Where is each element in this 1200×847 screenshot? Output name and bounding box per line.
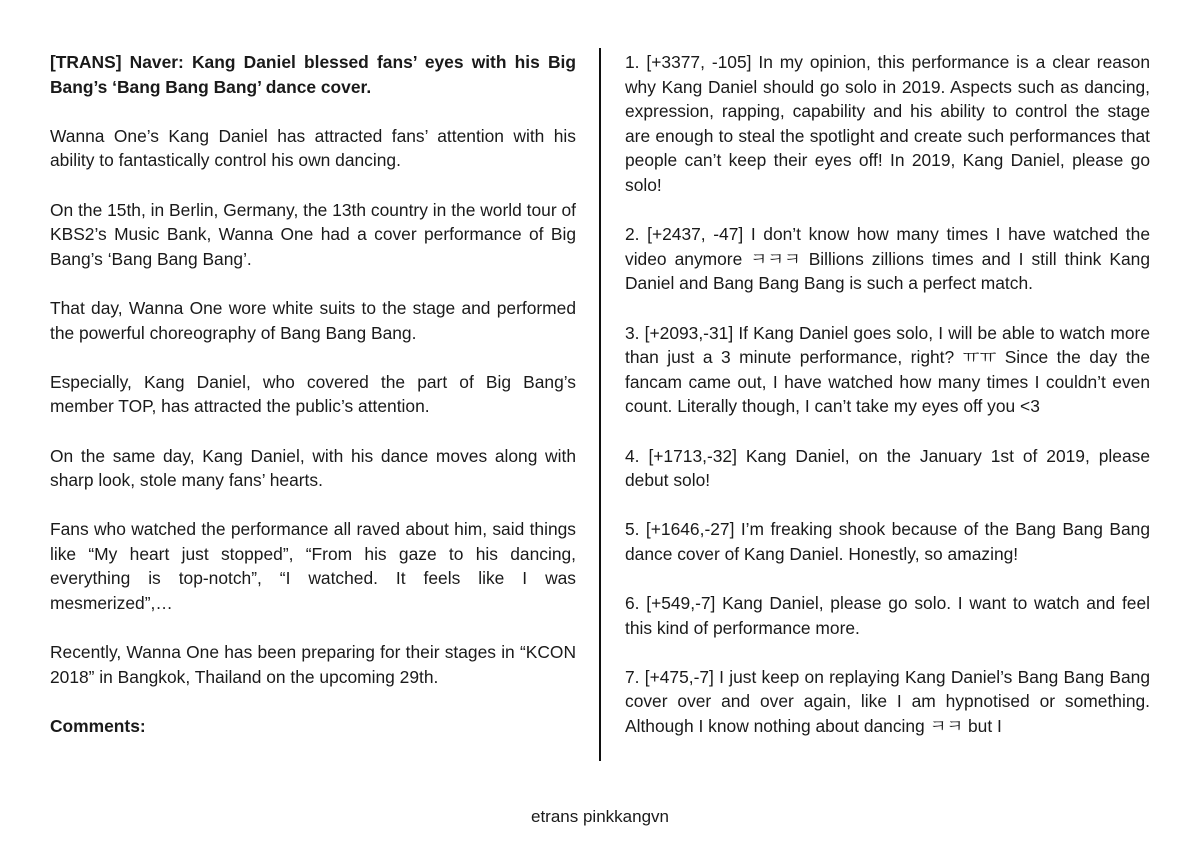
comments-heading: Comments: xyxy=(50,716,146,737)
article-title: [TRANS] Naver: Kang Daniel blessed fans’ eyes with his Big Bang’s ‘Bang Bang Bang’ dance cover. xyxy=(50,52,576,97)
comment-item: 5. [+1646,-27] I’m freaking shook because of the Bang Bang Bang dance cover of Kang Daniel. Honestly, so amazing! xyxy=(625,519,1150,564)
comment-item: 2. [+2437, -47] I don’t know how many times I have watched the video anymore ㅋㅋㅋ Billions zillions times and I still think Kang Daniel and Bang Bang Bang is such a perfect match. xyxy=(625,224,1150,294)
article-paragraph: Wanna One’s Kang Daniel has attracted fans’ attention with his ability to fantastically control his own dancing. xyxy=(50,125,576,171)
article-paragraph: Fans who watched the performance all raved about him, said things like “My heart just stopped”, “From his gaze to his dancing, everything is top-notch”, “I watched. It feels like I was mesmerized”,… xyxy=(50,519,576,614)
comment-item: 4. [+1713,-32] Kang Daniel, on the January 1st of 2019, please debut solo! xyxy=(625,445,1150,491)
comment-item: 6. [+549,-7] Kang Daniel, please go solo. I want to watch and feel this kind of performance more. xyxy=(625,593,1150,638)
column-divider xyxy=(599,48,601,761)
article-paragraph: Especially, Kang Daniel, who covered the part of Big Bang’s member TOP, has attracted the public’s attention. xyxy=(50,371,576,417)
comment-item: 1. [+3377, -105] In my opinion, this performance is a clear reason why Kang Daniel should go solo in 2019. Aspects such as dancing, expression, rapping, capability and his ability to control the stage are enough to steal the spotlight and create such performances that people can’t keep their eyes off! In 2019, Kang Daniel, please go solo! xyxy=(625,52,1150,195)
comments-viewport xyxy=(620,48,1160,764)
article-paragraph: On the 15th, in Berlin, Germany, the 13th country in the world tour of KBS2’s Music Bank, Wanna One had a cover performance of Big Bang’s ‘Bang Bang Bang’. xyxy=(50,199,576,269)
comment-item: 3. [+2093,-31] If Kang Daniel goes solo, I will be able to watch more than just a 3 minute performance, right? ㅠㅠ Since the day the fancam came out, I have watched how many times I couldn’t even count. Literally though, I can’t take my eyes off you <3 xyxy=(625,322,1150,417)
footer-credit: etrans pinkkangvn xyxy=(531,807,669,826)
comments-column xyxy=(625,50,1150,763)
comment-item: 7. [+475,-7] I just keep on replaying Kang Daniel’s Bang Bang Bang cover over and over again, like I am hypnotised or something. Although I know nothing about dancing ㅋㅋ but I xyxy=(625,666,1150,737)
article-column xyxy=(50,50,576,763)
article-paragraph: On the same day, Kang Daniel, with his dance moves along with sharp look, stole many fans’ hearts. xyxy=(50,445,576,491)
article-paragraph: That day, Wanna One wore white suits to the stage and performed the powerful choreography of Bang Bang Bang. xyxy=(50,297,576,343)
article-paragraph: Recently, Wanna One has been preparing for their stages in “KCON 2018” in Bangkok, Thailand on the upcoming 29th. xyxy=(50,642,576,687)
